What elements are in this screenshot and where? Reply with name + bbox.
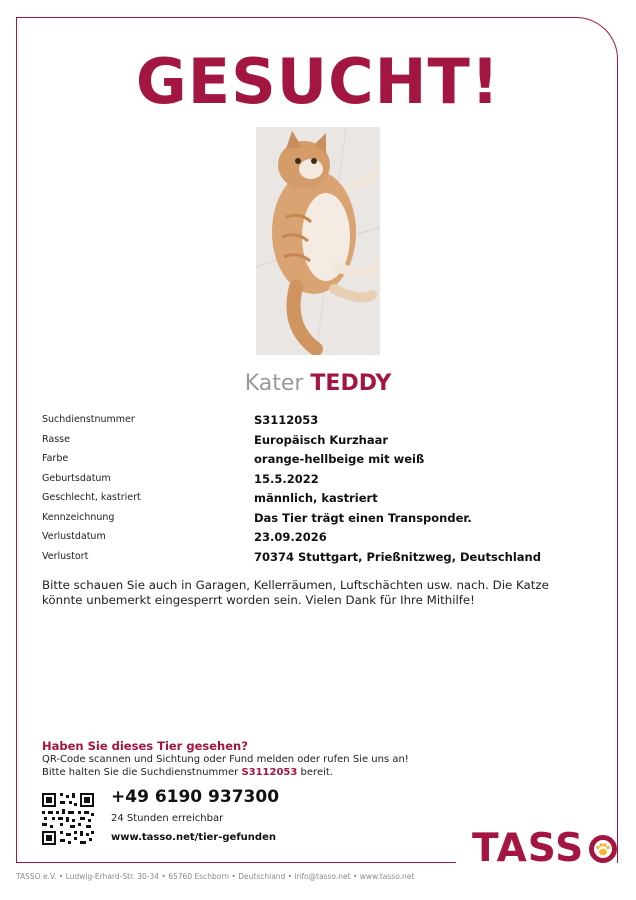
detail-row (42, 413, 602, 433)
number-reminder (42, 767, 333, 778)
detail-label: Kennzeichnung (42, 511, 115, 523)
reminder-text: Bitte halten Sie die Suchdienstnummer (42, 767, 239, 778)
availability: 24 Stunden erreichbar (111, 813, 224, 824)
detail-label: Verlustort (42, 550, 89, 562)
reminder-end: bereit. (300, 767, 333, 778)
detail-row (42, 452, 602, 472)
frame-bottom-line (16, 862, 456, 863)
website-link[interactable]: www.tasso.net/tier-gefunden (111, 832, 276, 843)
detail-value: männlich, kastriert (254, 491, 378, 505)
detail-row (42, 491, 602, 511)
detail-row (42, 550, 602, 570)
animal-name: TEDDY (310, 371, 392, 396)
qr-code[interactable] (42, 793, 94, 845)
seen-question: Haben Sie dieses Tier gesehen? (42, 739, 248, 753)
detail-value: 70374 Stuttgart, Prießnitzweg, Deutschland (254, 549, 541, 564)
footer-address: TASSO e.V. • Ludwig-Erhard-Str. 30-34 • 65760 Eschborn • Deutschland • info@tasso.net • www.tasso.net (16, 872, 415, 881)
detail-value: Das Tier trägt einen Transponder. (254, 510, 472, 525)
detail-row (42, 530, 602, 550)
detail-label: Farbe (42, 453, 69, 464)
animal-title (0, 369, 636, 399)
qr-instruction: QR-Code scannen und Sichtung oder Fund melden oder rufen Sie uns an! (42, 754, 409, 765)
paw-icon (589, 835, 617, 863)
detail-value: 23.09.2026 (254, 530, 327, 544)
detail-label: Suchdienstnummer (42, 414, 135, 425)
reminder-number: S3112053 (241, 767, 298, 778)
detail-row (42, 433, 602, 453)
detail-value: Europäisch Kurzhaar (254, 432, 389, 447)
detail-label: Geschlecht, kastriert (42, 492, 141, 503)
detail-row (42, 511, 602, 531)
detail-value: orange-hellbeige mit weiß (254, 452, 425, 466)
detail-value: S3112053 (254, 413, 319, 427)
detail-row (42, 472, 602, 492)
search-notice: Bitte schauen Sie auch in Garagen, Kellerräumen, Luftschächten usw. nach. Die Katze könnte unbemerkt eingesperrt worden sein. Vielen Dank für Ihre Mithilfe! (42, 578, 549, 607)
animal-prefix: Kater (244, 371, 304, 396)
phone-number[interactable]: +49 6190 937300 (111, 787, 280, 807)
headline: GESUCHT! (135, 45, 501, 118)
detail-label: Rasse (42, 433, 70, 445)
detail-value: 15.5.2022 (254, 471, 319, 486)
detail-label: Geburtsdatum (42, 472, 111, 484)
cat-photo (256, 127, 380, 355)
detail-label: Verlustdatum (42, 531, 106, 542)
tasso-logo: TASS (472, 826, 585, 871)
details-table (42, 413, 602, 569)
